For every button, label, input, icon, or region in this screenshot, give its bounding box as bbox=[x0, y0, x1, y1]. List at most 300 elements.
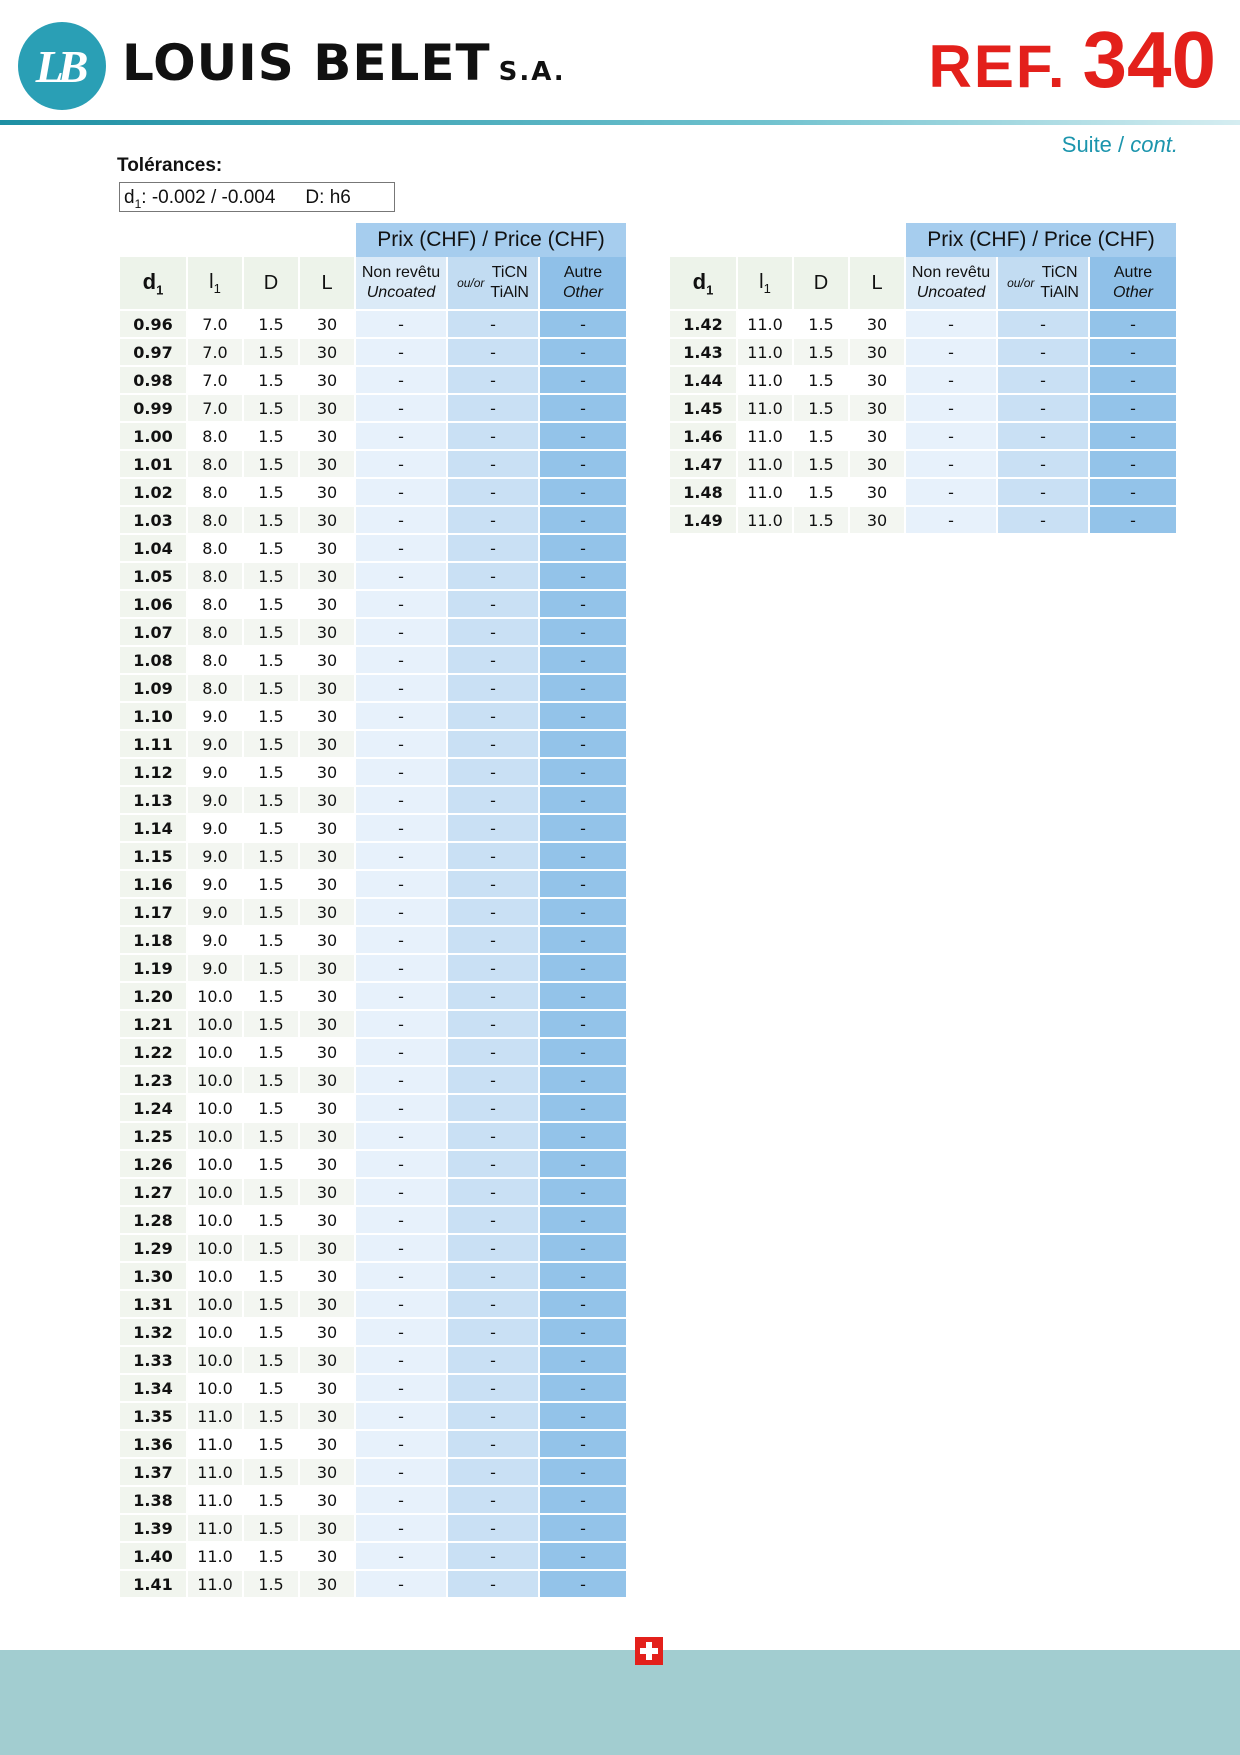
table-row bbox=[670, 395, 1176, 423]
cell-l1: 9.0 bbox=[188, 759, 242, 787]
cell-l1: 10.0 bbox=[188, 1347, 242, 1375]
cell-d1: 0.98 bbox=[120, 367, 186, 395]
cell-price-coated: - bbox=[448, 1347, 538, 1375]
cell-L: 30 bbox=[300, 675, 354, 703]
cell-D: 1.5 bbox=[244, 451, 298, 479]
cell-price-uncoated: - bbox=[906, 479, 996, 507]
cell-D: 1.5 bbox=[244, 535, 298, 563]
cell-price-coated: - bbox=[998, 395, 1088, 423]
ref-label: REF. bbox=[928, 33, 1067, 100]
cell-price-other: - bbox=[540, 731, 626, 759]
col-uncoated-header bbox=[356, 257, 446, 311]
cell-L: 30 bbox=[300, 983, 354, 1011]
cell-L: 30 bbox=[300, 1403, 354, 1431]
cell-price-uncoated: - bbox=[906, 395, 996, 423]
ouor-label: ou/or bbox=[457, 276, 485, 290]
cell-l1: 7.0 bbox=[188, 395, 242, 423]
cell-L: 30 bbox=[300, 1515, 354, 1543]
cell-l1: 10.0 bbox=[188, 1123, 242, 1151]
suite-sep: / bbox=[1118, 132, 1125, 157]
cell-price-uncoated: - bbox=[356, 899, 446, 927]
cell-D: 1.5 bbox=[794, 507, 848, 535]
cell-price-uncoated: - bbox=[906, 423, 996, 451]
cell-price-uncoated: - bbox=[356, 1067, 446, 1095]
cell-d1: 1.10 bbox=[120, 703, 186, 731]
cell-l1: 11.0 bbox=[738, 339, 792, 367]
table-row bbox=[670, 367, 1176, 395]
table-row bbox=[120, 507, 626, 535]
cell-d1: 1.44 bbox=[670, 367, 736, 395]
table-row bbox=[120, 1263, 626, 1291]
cell-l1: 11.0 bbox=[738, 507, 792, 535]
cell-l1: 9.0 bbox=[188, 703, 242, 731]
cell-price-coated: - bbox=[998, 423, 1088, 451]
col-uncoated-header bbox=[906, 257, 996, 311]
cell-d1: 1.06 bbox=[120, 591, 186, 619]
cell-price-uncoated: - bbox=[356, 619, 446, 647]
cell-l1: 10.0 bbox=[188, 1291, 242, 1319]
cell-price-coated: - bbox=[448, 311, 538, 339]
cell-l1: 9.0 bbox=[188, 843, 242, 871]
cell-l1: 7.0 bbox=[188, 311, 242, 339]
cell-l1: 8.0 bbox=[188, 619, 242, 647]
cell-price-uncoated: - bbox=[356, 1123, 446, 1151]
cell-L: 30 bbox=[850, 367, 904, 395]
cell-L: 30 bbox=[300, 955, 354, 983]
cell-price-coated: - bbox=[448, 759, 538, 787]
cell-price-uncoated: - bbox=[356, 843, 446, 871]
cell-price-other: - bbox=[540, 1263, 626, 1291]
cell-price-coated: - bbox=[448, 423, 538, 451]
cell-price-coated: - bbox=[448, 1039, 538, 1067]
cell-price-uncoated: - bbox=[356, 1263, 446, 1291]
cell-price-uncoated: - bbox=[356, 1151, 446, 1179]
cell-D: 1.5 bbox=[244, 703, 298, 731]
cell-price-coated: - bbox=[448, 1095, 538, 1123]
table-row bbox=[120, 1347, 626, 1375]
table-row bbox=[120, 1207, 626, 1235]
cell-l1: 11.0 bbox=[738, 479, 792, 507]
cell-price-uncoated: - bbox=[356, 787, 446, 815]
cell-d1: 1.45 bbox=[670, 395, 736, 423]
cell-d1: 1.01 bbox=[120, 451, 186, 479]
cell-D: 1.5 bbox=[794, 367, 848, 395]
cell-d1: 1.12 bbox=[120, 759, 186, 787]
cell-price-other: - bbox=[540, 1515, 626, 1543]
col-coated-header bbox=[448, 257, 538, 311]
table-row bbox=[120, 787, 626, 815]
cell-d1: 1.46 bbox=[670, 423, 736, 451]
cell-d1: 0.99 bbox=[120, 395, 186, 423]
cell-price-coated: - bbox=[448, 451, 538, 479]
table-row bbox=[120, 871, 626, 899]
cell-price-uncoated: - bbox=[356, 451, 446, 479]
cell-l1: 11.0 bbox=[738, 451, 792, 479]
cell-price-other: - bbox=[540, 423, 626, 451]
cell-price-other: - bbox=[540, 1095, 626, 1123]
cell-D: 1.5 bbox=[244, 871, 298, 899]
cell-price-other: - bbox=[540, 1571, 626, 1599]
cell-price-coated: - bbox=[448, 367, 538, 395]
cell-price-other: - bbox=[540, 843, 626, 871]
cell-D: 1.5 bbox=[794, 339, 848, 367]
cell-L: 30 bbox=[300, 759, 354, 787]
cell-l1: 9.0 bbox=[188, 955, 242, 983]
other-fr: Autre bbox=[1113, 264, 1153, 281]
uncoated-en: Uncoated bbox=[916, 284, 986, 301]
col-d1-symbol: d bbox=[692, 268, 707, 294]
cell-d1: 1.32 bbox=[120, 1319, 186, 1347]
cell-L: 30 bbox=[850, 395, 904, 423]
cell-L: 30 bbox=[300, 1487, 354, 1515]
price-table-left bbox=[118, 223, 628, 1599]
cell-L: 30 bbox=[300, 1459, 354, 1487]
cell-price-uncoated: - bbox=[356, 1487, 446, 1515]
cell-price-coated: - bbox=[448, 927, 538, 955]
cell-l1: 11.0 bbox=[188, 1403, 242, 1431]
cell-D: 1.5 bbox=[244, 1095, 298, 1123]
cell-D: 1.5 bbox=[244, 423, 298, 451]
cell-l1: 11.0 bbox=[188, 1487, 242, 1515]
cell-D: 1.5 bbox=[244, 955, 298, 983]
cell-l1: 8.0 bbox=[188, 591, 242, 619]
table-row bbox=[670, 507, 1176, 535]
cell-price-uncoated: - bbox=[356, 507, 446, 535]
tolerances-box bbox=[119, 182, 395, 212]
cell-L: 30 bbox=[300, 395, 354, 423]
ref-value: 340 bbox=[1082, 15, 1216, 104]
tol-d1-sub: 1 bbox=[134, 196, 142, 211]
cell-price-other: - bbox=[540, 1487, 626, 1515]
cell-L: 30 bbox=[300, 815, 354, 843]
table-row bbox=[670, 311, 1176, 339]
cell-L: 30 bbox=[850, 423, 904, 451]
cell-l1: 7.0 bbox=[188, 367, 242, 395]
cell-d1: 1.42 bbox=[670, 311, 736, 339]
cell-price-uncoated: - bbox=[356, 955, 446, 983]
cell-D: 1.5 bbox=[244, 591, 298, 619]
cell-price-other: - bbox=[540, 1179, 626, 1207]
cell-D: 1.5 bbox=[244, 1207, 298, 1235]
cell-price-other: - bbox=[540, 395, 626, 423]
cell-price-uncoated: - bbox=[356, 647, 446, 675]
other-en: Other bbox=[1112, 284, 1153, 301]
col-l1-header bbox=[188, 257, 242, 311]
coat-ticn: TiCN bbox=[1041, 264, 1078, 281]
tol-d-value: h6 bbox=[329, 187, 351, 208]
cell-price-other: - bbox=[540, 507, 626, 535]
cell-price-coated: - bbox=[998, 367, 1088, 395]
col-D-header: D bbox=[244, 257, 298, 311]
cell-D: 1.5 bbox=[244, 1235, 298, 1263]
cell-d1: 1.47 bbox=[670, 451, 736, 479]
cell-L: 30 bbox=[300, 339, 354, 367]
cell-price-coated: - bbox=[448, 731, 538, 759]
cell-price-uncoated: - bbox=[356, 535, 446, 563]
table-row bbox=[120, 1375, 626, 1403]
cell-price-other: - bbox=[540, 1375, 626, 1403]
cell-price-other: - bbox=[1090, 311, 1176, 339]
cell-L: 30 bbox=[300, 1319, 354, 1347]
cell-L: 30 bbox=[300, 1431, 354, 1459]
table-head bbox=[670, 223, 1176, 311]
cell-l1: 8.0 bbox=[188, 647, 242, 675]
cell-L: 30 bbox=[300, 703, 354, 731]
table-row bbox=[120, 1319, 626, 1347]
cell-d1: 1.38 bbox=[120, 1487, 186, 1515]
cell-d1: 1.18 bbox=[120, 927, 186, 955]
cell-price-uncoated: - bbox=[356, 927, 446, 955]
cell-price-other: - bbox=[540, 1459, 626, 1487]
table-row bbox=[120, 479, 626, 507]
cell-price-coated: - bbox=[448, 1151, 538, 1179]
cell-price-other: - bbox=[540, 1347, 626, 1375]
brand-suffix: S.A. bbox=[498, 57, 566, 87]
cell-price-uncoated: - bbox=[356, 367, 446, 395]
cell-d1: 1.19 bbox=[120, 955, 186, 983]
cell-d1: 1.43 bbox=[670, 339, 736, 367]
cell-price-other: - bbox=[540, 927, 626, 955]
table-row bbox=[120, 927, 626, 955]
table-row bbox=[120, 1543, 626, 1571]
cell-price-other: - bbox=[540, 1067, 626, 1095]
page-header bbox=[0, 0, 1240, 125]
cell-price-coated: - bbox=[448, 1487, 538, 1515]
cell-price-other: - bbox=[540, 815, 626, 843]
cell-price-coated: - bbox=[448, 507, 538, 535]
tol-d-label: D: bbox=[305, 187, 325, 208]
cell-d1: 1.49 bbox=[670, 507, 736, 535]
cell-price-coated: - bbox=[448, 899, 538, 927]
cell-D: 1.5 bbox=[244, 395, 298, 423]
cell-l1: 11.0 bbox=[738, 367, 792, 395]
cell-price-coated: - bbox=[448, 1515, 538, 1543]
cell-D: 1.5 bbox=[244, 1543, 298, 1571]
cell-D: 1.5 bbox=[244, 1319, 298, 1347]
cell-D: 1.5 bbox=[244, 647, 298, 675]
cell-L: 30 bbox=[300, 311, 354, 339]
cell-L: 30 bbox=[300, 1095, 354, 1123]
cell-D: 1.5 bbox=[244, 1487, 298, 1515]
cell-price-other: - bbox=[540, 1039, 626, 1067]
cell-price-coated: - bbox=[448, 1207, 538, 1235]
cell-d1: 1.37 bbox=[120, 1459, 186, 1487]
cell-price-other: - bbox=[540, 1011, 626, 1039]
cell-L: 30 bbox=[300, 1291, 354, 1319]
cell-price-coated: - bbox=[448, 815, 538, 843]
table-row bbox=[120, 1095, 626, 1123]
cell-l1: 10.0 bbox=[188, 1207, 242, 1235]
reference-number bbox=[928, 14, 1216, 106]
cell-price-uncoated: - bbox=[906, 311, 996, 339]
cell-price-other: - bbox=[540, 451, 626, 479]
table-row bbox=[120, 1067, 626, 1095]
tolerances-label: Tolérances: bbox=[117, 155, 223, 176]
cell-D: 1.5 bbox=[244, 1011, 298, 1039]
cell-price-coated: - bbox=[448, 395, 538, 423]
cell-price-uncoated: - bbox=[906, 507, 996, 535]
cell-D: 1.5 bbox=[244, 1179, 298, 1207]
col-l1-sub: 1 bbox=[763, 280, 771, 296]
ouor-label: ou/or bbox=[1007, 276, 1035, 290]
cell-l1: 9.0 bbox=[188, 787, 242, 815]
cell-D: 1.5 bbox=[244, 1459, 298, 1487]
cell-price-other: - bbox=[540, 535, 626, 563]
col-d1-header bbox=[670, 257, 736, 311]
cell-D: 1.5 bbox=[794, 423, 848, 451]
cell-price-uncoated: - bbox=[356, 1179, 446, 1207]
cell-price-other: - bbox=[540, 899, 626, 927]
cell-l1: 10.0 bbox=[188, 1235, 242, 1263]
cell-L: 30 bbox=[300, 1151, 354, 1179]
cell-price-uncoated: - bbox=[356, 1095, 446, 1123]
cell-price-coated: - bbox=[448, 871, 538, 899]
logo-monogram: LB bbox=[35, 40, 83, 92]
table-row bbox=[120, 983, 626, 1011]
cell-D: 1.5 bbox=[244, 983, 298, 1011]
cell-l1: 8.0 bbox=[188, 535, 242, 563]
cell-d1: 1.41 bbox=[120, 1571, 186, 1599]
cell-L: 30 bbox=[300, 423, 354, 451]
cell-price-coated: - bbox=[448, 675, 538, 703]
cell-D: 1.5 bbox=[244, 479, 298, 507]
table-head bbox=[120, 223, 626, 311]
table-row bbox=[120, 451, 626, 479]
cell-price-coated: - bbox=[448, 1291, 538, 1319]
cell-price-uncoated: - bbox=[356, 395, 446, 423]
cell-price-uncoated: - bbox=[356, 591, 446, 619]
tol-d1-value: : -0.002 / -0.004 bbox=[141, 187, 276, 208]
cell-price-other: - bbox=[540, 619, 626, 647]
cell-price-other: - bbox=[540, 1403, 626, 1431]
cell-d1: 0.97 bbox=[120, 339, 186, 367]
cell-l1: 11.0 bbox=[738, 423, 792, 451]
continued-label bbox=[1062, 132, 1178, 158]
coat-tialn: TiAlN bbox=[490, 284, 529, 301]
cell-price-uncoated: - bbox=[356, 1347, 446, 1375]
table-row bbox=[120, 955, 626, 983]
cell-price-other: - bbox=[1090, 339, 1176, 367]
cell-D: 1.5 bbox=[244, 339, 298, 367]
cell-L: 30 bbox=[300, 1179, 354, 1207]
suite-en: cont. bbox=[1130, 132, 1178, 157]
cell-D: 1.5 bbox=[244, 1347, 298, 1375]
cell-l1: 9.0 bbox=[188, 871, 242, 899]
cell-l1: 10.0 bbox=[188, 1151, 242, 1179]
cell-L: 30 bbox=[300, 619, 354, 647]
cell-price-coated: - bbox=[448, 1011, 538, 1039]
table-row bbox=[120, 815, 626, 843]
cell-price-coated: - bbox=[448, 1263, 538, 1291]
cell-price-other: - bbox=[540, 647, 626, 675]
cell-D: 1.5 bbox=[244, 1403, 298, 1431]
cell-D: 1.5 bbox=[244, 1375, 298, 1403]
cell-d1: 1.29 bbox=[120, 1235, 186, 1263]
cell-L: 30 bbox=[300, 1235, 354, 1263]
cell-D: 1.5 bbox=[244, 1263, 298, 1291]
cell-d1: 1.15 bbox=[120, 843, 186, 871]
col-d1-symbol: d bbox=[142, 268, 157, 294]
cell-d1: 1.35 bbox=[120, 1403, 186, 1431]
cell-L: 30 bbox=[850, 451, 904, 479]
col-L-header: L bbox=[300, 257, 354, 311]
cell-D: 1.5 bbox=[244, 899, 298, 927]
table-row bbox=[120, 843, 626, 871]
cell-d1: 1.48 bbox=[670, 479, 736, 507]
brand-title: LOUIS BELET bbox=[122, 34, 491, 92]
col-d1-header bbox=[120, 257, 186, 311]
cell-l1: 8.0 bbox=[188, 479, 242, 507]
cell-l1: 8.0 bbox=[188, 423, 242, 451]
table-row bbox=[120, 563, 626, 591]
cell-price-other: - bbox=[540, 1207, 626, 1235]
cell-price-other: - bbox=[540, 591, 626, 619]
table-row bbox=[120, 619, 626, 647]
table-row bbox=[120, 675, 626, 703]
table-row bbox=[120, 647, 626, 675]
cell-l1: 11.0 bbox=[738, 311, 792, 339]
cell-L: 30 bbox=[300, 563, 354, 591]
col-other-header bbox=[540, 257, 626, 311]
header-spacer bbox=[670, 223, 904, 257]
table-row bbox=[120, 591, 626, 619]
cell-price-uncoated: - bbox=[356, 1039, 446, 1067]
cell-price-uncoated: - bbox=[906, 451, 996, 479]
cell-price-coated: - bbox=[448, 1123, 538, 1151]
table-row bbox=[120, 535, 626, 563]
cell-price-uncoated: - bbox=[356, 703, 446, 731]
cell-d1: 1.21 bbox=[120, 1011, 186, 1039]
cell-d1: 1.02 bbox=[120, 479, 186, 507]
swiss-flag-icon bbox=[635, 1637, 663, 1665]
cell-price-coated: - bbox=[448, 479, 538, 507]
table-row bbox=[120, 1291, 626, 1319]
cell-l1: 10.0 bbox=[188, 983, 242, 1011]
col-l1-symbol: l bbox=[209, 270, 214, 293]
uncoated-fr: Non revêtu bbox=[911, 264, 991, 281]
cell-D: 1.5 bbox=[244, 675, 298, 703]
cell-price-other: - bbox=[1090, 507, 1176, 535]
cell-price-uncoated: - bbox=[356, 815, 446, 843]
cell-d1: 1.39 bbox=[120, 1515, 186, 1543]
cell-L: 30 bbox=[300, 1067, 354, 1095]
cell-L: 30 bbox=[300, 1039, 354, 1067]
cell-d1: 1.04 bbox=[120, 535, 186, 563]
cell-price-other: - bbox=[540, 1235, 626, 1263]
cell-L: 30 bbox=[300, 1123, 354, 1151]
cell-L: 30 bbox=[300, 731, 354, 759]
cell-D: 1.5 bbox=[794, 395, 848, 423]
cell-price-uncoated: - bbox=[356, 423, 446, 451]
cell-price-other: - bbox=[1090, 479, 1176, 507]
cell-price-coated: - bbox=[448, 1571, 538, 1599]
cell-d1: 1.28 bbox=[120, 1207, 186, 1235]
suite-fr: Suite bbox=[1061, 132, 1112, 157]
col-d1-sub: 1 bbox=[706, 282, 714, 298]
cell-price-uncoated: - bbox=[356, 1403, 446, 1431]
cell-price-coated: - bbox=[448, 591, 538, 619]
cell-price-other: - bbox=[540, 339, 626, 367]
cell-l1: 8.0 bbox=[188, 451, 242, 479]
cell-D: 1.5 bbox=[244, 1151, 298, 1179]
cell-l1: 11.0 bbox=[188, 1459, 242, 1487]
cell-d1: 1.22 bbox=[120, 1039, 186, 1067]
cell-d1: 1.03 bbox=[120, 507, 186, 535]
cell-d1: 1.05 bbox=[120, 563, 186, 591]
cell-d1: 1.31 bbox=[120, 1291, 186, 1319]
cell-L: 30 bbox=[300, 451, 354, 479]
cell-D: 1.5 bbox=[244, 1515, 298, 1543]
